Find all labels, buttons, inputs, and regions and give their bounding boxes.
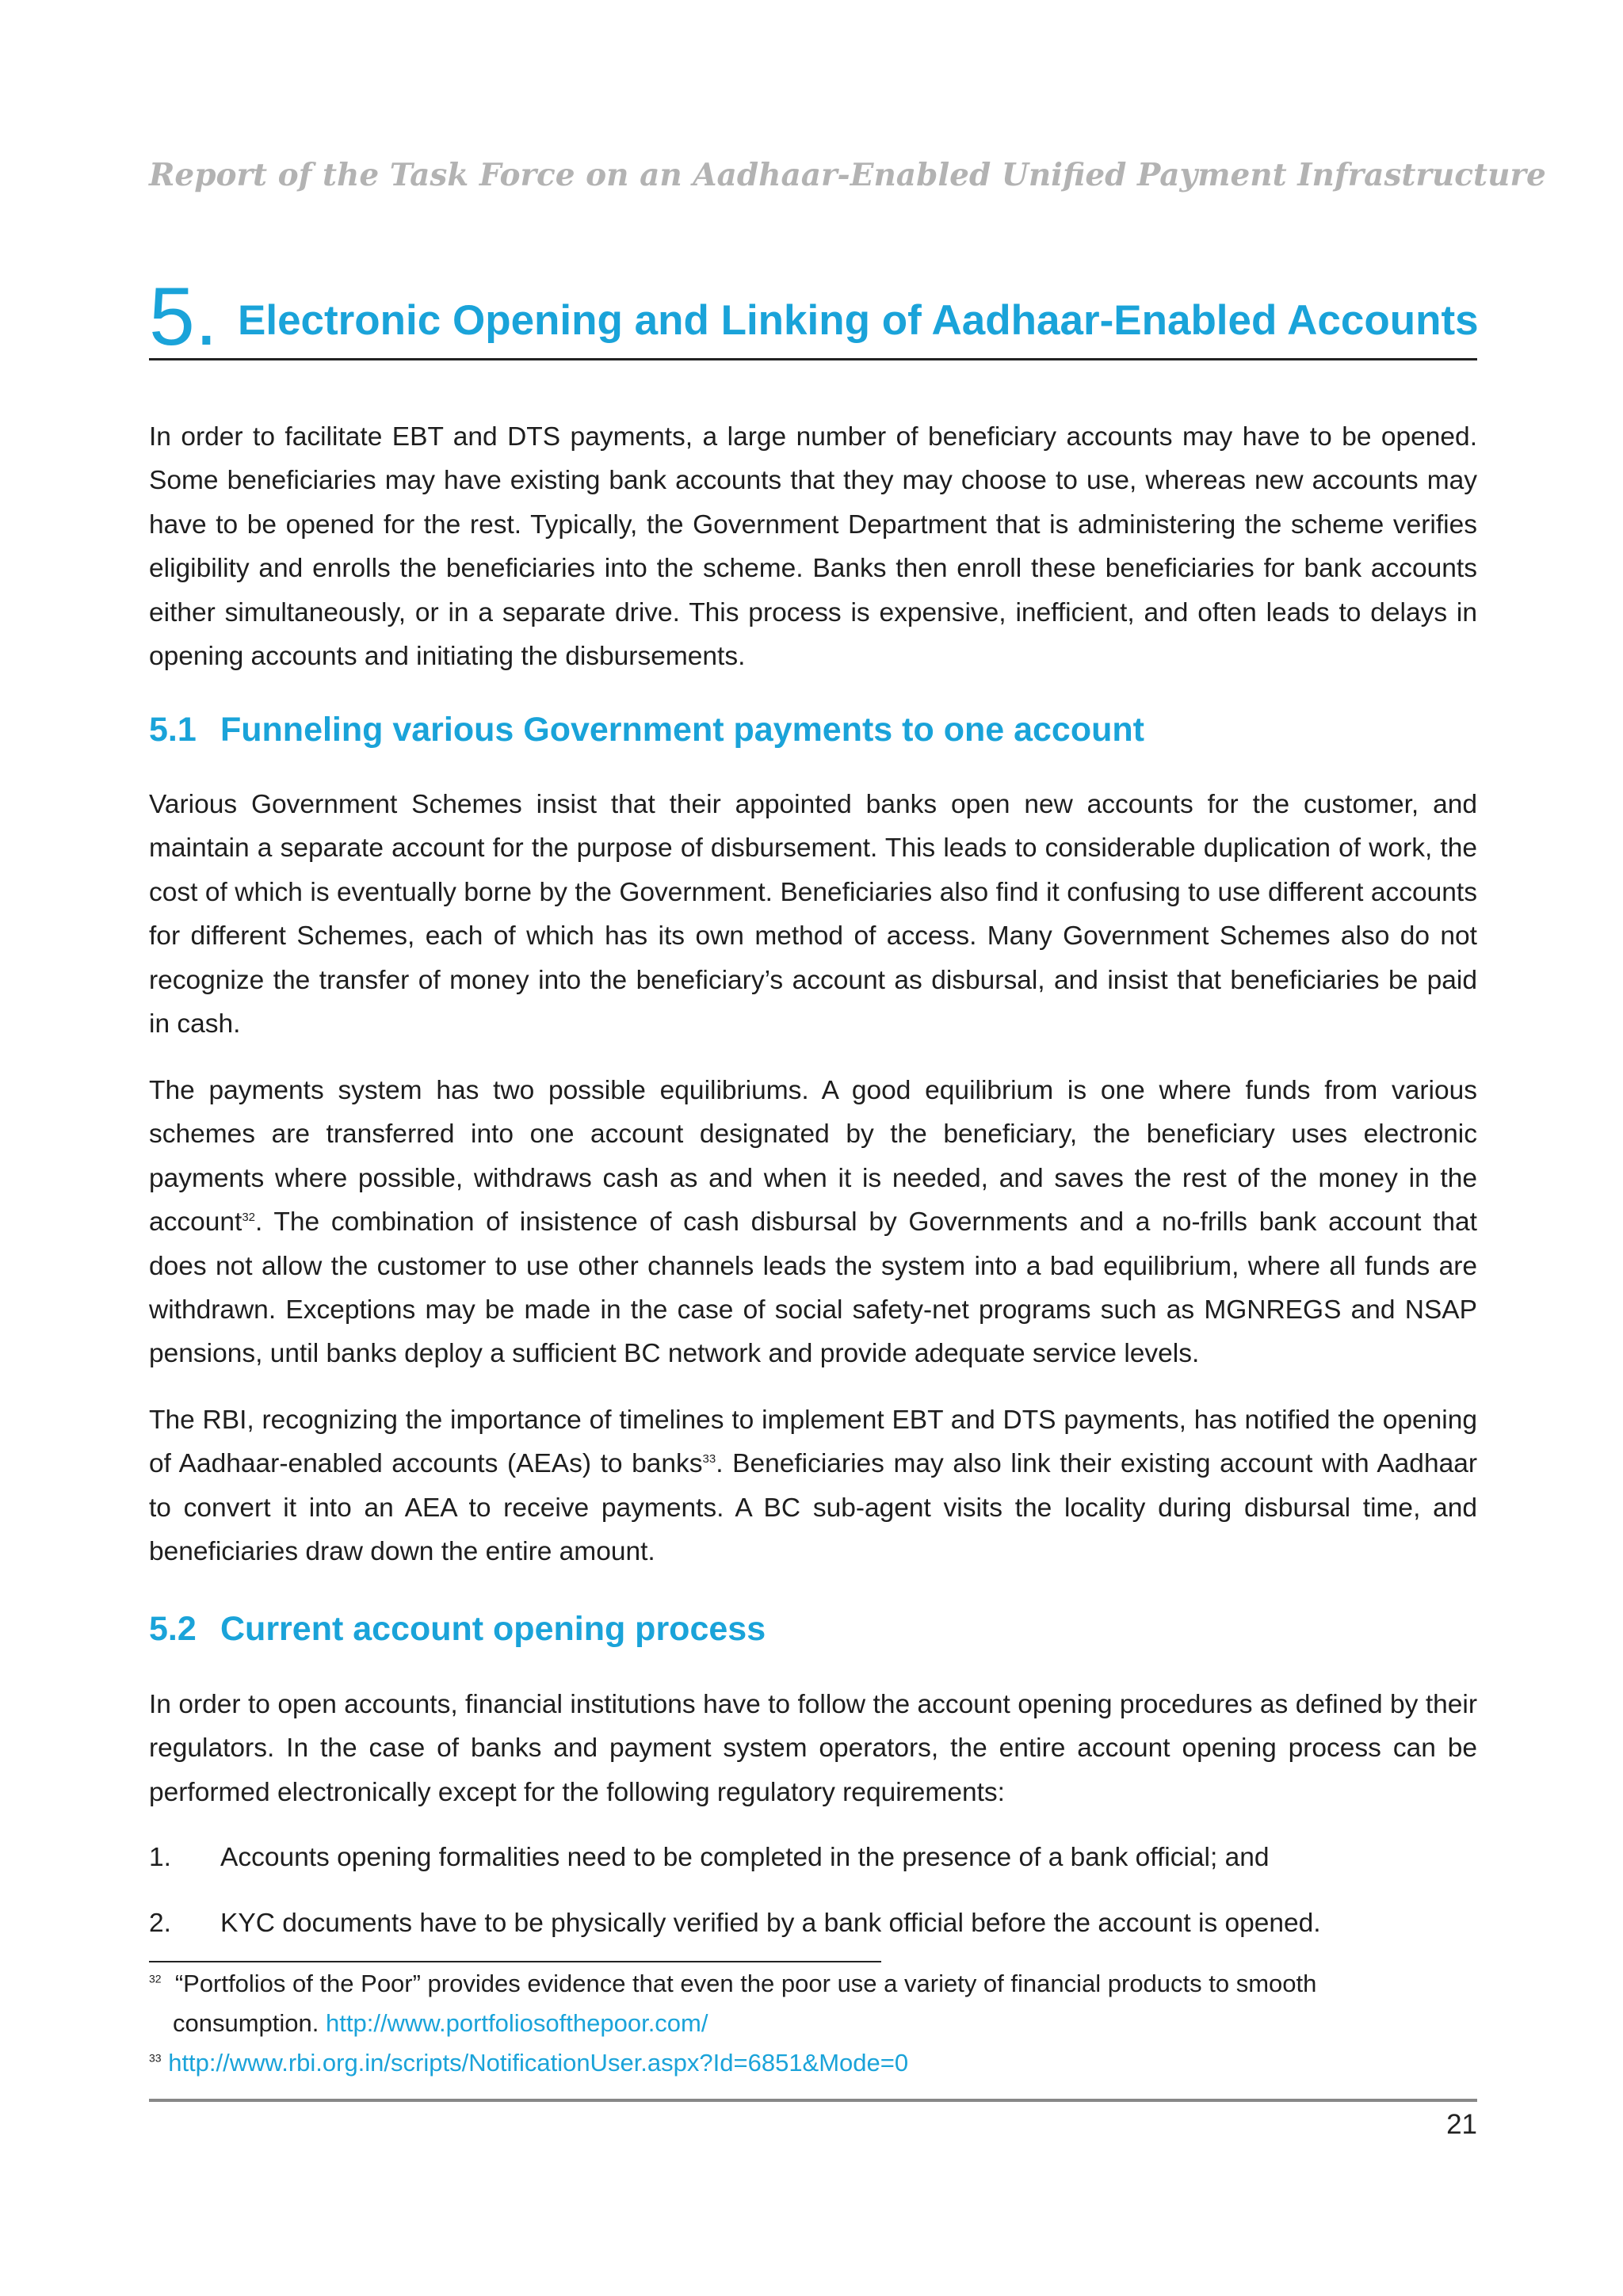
intro-paragraph: In order to facilitate EBT and DTS payments, a large number of beneficiary accounts may have to be opened. Some beneficiaries may have existing bank accounts that they may choose to use, whereas new accounts may have to be opened for the rest. Typically, the Government Department that is administering the scheme verifies eligibility and enrolls the beneficiaries into the scheme. Banks then enroll these beneficiaries for bank accounts either simultaneously, or in a separate drive. This process is expensive, inefficient, and often leads to delays in opening accounts and initiating the disbursements. [149,422,1477,672]
chapter-heading [149,271,1479,363]
footnote-text: consumption. [173,2009,319,2037]
footnote-ref-33[interactable]: 33 [702,1452,716,1466]
section-number: 5.2 [149,1610,197,1648]
chapter-title: Electronic Opening and Linking of Aadhaar-Enabled Accounts [238,297,1479,344]
footnote-32 [149,1964,1316,2004]
list-item [149,1836,1477,1879]
list-item [149,1901,1477,1945]
paragraph-text: The RBI, recognizing the importance of timelines to implement EBT and DTS payments, has notified the opening of Aadhaar-enabled accounts (AEAs) to banks [149,1405,1477,1479]
footnote-ref-32[interactable]: 32 [242,1211,256,1225]
footnote-text: “Portfolios of the Poor” provides evidence that even the poor use a variety of financial products to smooth [174,1970,1317,1997]
section-5-1-paragraph-3 [149,1398,1477,1574]
section-heading-5-2 [149,1610,766,1649]
section-title: Funneling various Government payments to one account [220,711,1144,749]
running-header: Report of the Task Force on an Aadhaar-Enabled Unified Payment Infrastructure [149,157,1546,193]
section-heading-5-1 [149,711,1144,749]
footnote-32-continued [173,2004,708,2043]
list-number: 1. [149,1843,171,1872]
footnote-33 [149,2043,908,2083]
paragraph-text: . Beneficiaries may also link their existing account with Aadhaar to convert it into an AEA to receive payments. A BC sub-agent visits the locality during disbursal time, and beneficiaries draw down the entire amount. [149,1449,1477,1567]
footnote-link-portfolios[interactable]: http://www.portfoliosofthepoor.com/ [326,2009,708,2037]
footnote-divider [149,1961,881,1962]
section-5-2-paragraph-1: In order to open accounts, financial institutions have to follow the account opening procedures as defined by their regulators. In the case of banks and payment system operators, the entire account opening process can be performed electronically except for the following regulatory requirements: [149,1690,1477,1807]
section-5-1-paragraph-2 [149,1069,1477,1376]
chapter-number: 5. [149,271,218,363]
list-number: 2. [149,1909,171,1938]
page-number: 21 [1446,2109,1477,2140]
paragraph-text: . The combination of insistence of cash disbursal by Governments and a no-frills bank account that does not allow the customer to use other channels leads the system into a bad equilibrium, where all funds are withdrawn. Exceptions may be made in the case of social safety-net programs such as MGNREGS and NSAP pensions, until banks deploy a sufficient BC network and provide adequate service levels. [149,1207,1477,1369]
section-number: 5.1 [149,711,197,749]
footnote-mark: 32 [149,1972,162,1985]
section-5-1-paragraph-1: Various Government Schemes insist that their appointed banks open new accounts for the customer, and maintain a separate account for the purpose of disbursement. This leads to considerable duplication of work, the cost of which is eventually borne by the Government. Beneficiaries also find it confusing to use different accounts for different Schemes, each of which has its own method of access. Many Government Schemes also do not recognize the transfer of money into the beneficiary’s account as disbursal, and insist that beneficiaries be paid in cash. [149,790,1477,1039]
footnote-mark: 33 [149,2051,162,2065]
list-text: Accounts opening formalities need to be completed in the presence of a bank official; and [220,1843,1270,1872]
paragraph-text: The payments system has two possible equilibriums. A good equilibrium is one where funds from various schemes are transferred into one account designated by the beneficiary, the beneficiary uses electronic payments where possible, withdraws cash as and when it is needed, and saves the rest of the money in the account [149,1076,1477,1238]
section-title: Current account opening process [220,1610,766,1648]
list-text: KYC documents have to be physically verified by a bank official before the account is opened. [220,1909,1321,1938]
footnote-link-rbi[interactable]: http://www.rbi.org.in/scripts/NotificationUser.aspx?Id=6851&Mode=0 [168,2049,909,2077]
page-footer-rule [149,2099,1477,2102]
